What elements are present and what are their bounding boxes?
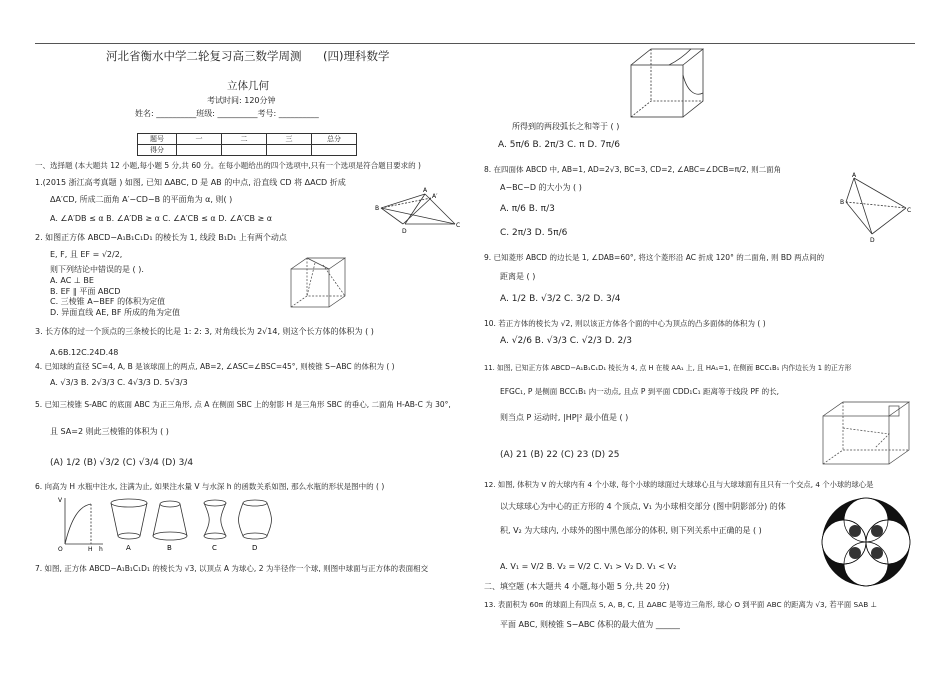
- q3-stem: 3. 长方体的过一个顶点的三条棱长的比是 1: 2: 3, 对角线长为 2√14, 则这个长方体的体积为 ( ): [35, 327, 374, 336]
- q6-axis-v-label: V: [58, 497, 63, 504]
- q6-volume-depth-graph: [57, 494, 107, 552]
- q1-label-a: A: [423, 187, 428, 194]
- q2-option-c: C. 三棱锥 A−BEF 的体积为定值: [50, 297, 166, 306]
- q7-stem: 7. 如图, 正方体 ABCD−A₁B₁C₁D₁ 的棱长为 √3, 以顶点 A 为球心, 2 为半径作一个球, 则图中球面与正方体的表面相交: [35, 564, 429, 573]
- score-cell: [222, 145, 267, 156]
- q6-option-a-label: A: [126, 544, 131, 552]
- q8-stem-cont: A−BC−D 的大小为 ( ): [500, 183, 582, 192]
- q11-stem: 11. 如图, 已知正方体 ABCD−A₁B₁C₁D₁ 棱长为 4, 点 H 在棱 AA₁ 上, 且 HA₁=1, 在侧面 BCC₁B₁ 内作边长为 1 的正方形: [484, 364, 852, 372]
- q5-options: (A) 1/2 (B) √3/2 (C) √3/4 (D) 3/4: [50, 458, 194, 468]
- score-cell: [267, 145, 312, 156]
- q12-spheres-figure: [818, 496, 914, 588]
- q7-cube-sphere-figure: [625, 45, 710, 123]
- q8-label-b: B: [840, 199, 845, 206]
- exam-title: 河北省衡水中学二轮复习高三数学周测: [106, 49, 302, 63]
- q1-label-b: B: [375, 205, 380, 212]
- q1-options: A. ∠A′DB ≤ α B. ∠A′DB ≥ α C. ∠A′CB ≤ α D. ∠A′CB ≥ α: [50, 214, 273, 223]
- score-header-cell: 三: [267, 134, 312, 145]
- score-header-cell: 题号: [138, 134, 177, 145]
- q8-options-cd: C. 2π/3 D. 5π/6: [500, 228, 568, 238]
- q12-options: A. V₁ = V/2 B. V₂ = V/2 C. V₁ > V₂ D. V₁ < V₂: [500, 562, 677, 571]
- q2-option-d: D. 异面直线 AE, BF 所成的角为定值: [50, 308, 181, 317]
- q2-stem-cont: E, F, 且 EF = √2/2,: [50, 250, 123, 259]
- q6-axis-h-label: H: [88, 546, 93, 552]
- q4-stem: 4. 已知球的直径 SC=4, A, B 是该球面上的两点, AB=2, ∠ASC=∠BSC=45°, 则棱锥 S−ABC 的体积为 ( ): [35, 362, 395, 371]
- exam-title-tag: (四)理科数学: [323, 49, 390, 63]
- q9-stem-cont: 距离是 ( ): [500, 272, 536, 281]
- q6-option-c-label: C: [212, 544, 217, 552]
- student-info-line: 姓名: __________班级: __________考号: __________: [135, 109, 319, 118]
- q2-stem: 2. 如图正方体 ABCD−A₁B₁C₁D₁ 的棱长为 1, 线段 B₁D₁ 上有两个动点: [35, 233, 287, 242]
- score-row-label: 得分: [138, 145, 177, 156]
- q2-option-b: B. EF ∥ 平面 ABCD: [50, 287, 121, 296]
- q12-stem-cont: 以大球球心为中心的正方形的 4 个顶点, V₁ 为小球相交部分 (图中阴影部分) 的体: [500, 502, 786, 511]
- q6-axis-origin-label: O: [58, 546, 63, 552]
- q11-question: 则当点 P 运动时, |HP|² 最小值是 ( ): [500, 413, 629, 422]
- q6-option-b-label: B: [167, 544, 172, 552]
- q1-label-d: D: [402, 228, 407, 235]
- q11-options: (A) 21 (B) 22 (C) 23 (D) 25: [500, 450, 620, 460]
- top-rule: [35, 43, 915, 44]
- q1-stem: 1.(2015 浙江高考真题 ) 如图, 已知 ΔABC, D 是 AB 的中点, 沿直线 CD 将 ΔACD 折成: [35, 178, 346, 187]
- q7-options: A. 5π/6 B. 2π/3 C. π D. 7π/6: [498, 140, 620, 150]
- q7-stem-cont: 所得到的两段弧长之和等于 ( ): [512, 122, 620, 131]
- q4-options: A. √3/3 B. 2√3/3 C. 4√3/3 D. 5√3/3: [50, 378, 188, 387]
- q10-stem: 10. 若正方体的棱长为 √2, 则以该正方体各个面的中心为顶点的凸多面体的体积为 ( ): [484, 319, 766, 328]
- score-header-cell: 总分: [312, 134, 357, 145]
- q8-tetrahedron-figure: [840, 172, 915, 244]
- q1-folded-triangle-figure: [375, 186, 460, 246]
- q6-option-d-label: D: [252, 544, 258, 552]
- q2-option-a: A. AC ⊥ BE: [50, 276, 94, 285]
- q11-stem-cont: EFGC₁, P 是侧面 BCC₁B₁ 内一动点, 且点 P 到平面 CDD₁C₁ 距离等于线段 PF 的长,: [500, 387, 780, 396]
- q2-cube-figure: [285, 255, 355, 311]
- q8-label-d: D: [870, 237, 875, 244]
- q1-label-c: C: [456, 222, 460, 229]
- q3-options: A.6B.12C.24D.48: [50, 348, 119, 357]
- q1-stem-cont: ΔA′CD, 所成二面角 A′−CD−B 的平面角为 α, 则( ): [50, 195, 233, 204]
- q8-options-ab: A. π/6 B. π/3: [500, 204, 555, 214]
- q10-options: A. √2/6 B. √3/3 C. √2/3 D. 2/3: [500, 336, 632, 346]
- section-1-heading: 一、选择题 (本大题共 12 小题,每小题 5 分,共 60 分。在每小题给出的四个选项中,只有一个选项是符合题目要求的 ): [35, 161, 421, 170]
- q5-stem-cont: 且 SA=2 则此三棱锥的体积为 ( ): [50, 427, 169, 436]
- q5-stem: 5. 已知三棱锥 S-ABC 的底面 ABC 为正三角形, 点 A 在侧面 SBC 上的射影 H 是三角形 SBC 的垂心, 二面角 H-AB-C 为 30°,: [35, 400, 451, 409]
- q9-options: A. 1/2 B. √3/2 C. 3/2 D. 3/4: [500, 294, 621, 304]
- q6-axis-depth-label: h: [99, 546, 103, 552]
- q13-stem: 13. 表面积为 60π 的球面上有四点 S, A, B, C, 且 ΔABC 是等边三角形, 球心 O 到平面 ABC 的距离为 √3, 若平面 SAB ⊥: [484, 600, 877, 609]
- q12-stem: 12. 如图, 体积为 V 的大球内有 4 个小球, 每个小球的球面过大球球心且与大球球面有且只有一个交点, 4 个小球的球心是: [484, 480, 874, 489]
- q12-stem-cont-2: 积, V₂ 为大球内, 小球外的图中黑色部分的体积, 则下列关系中正确的是 ( ): [500, 526, 762, 535]
- q6-stem: 6. 向高为 H 水瓶中注水, 注满为止, 如果注水量 V 与水深 h 的函数关系如图, 那么水瓶的形状是图中的 ( ): [35, 482, 385, 491]
- score-table: [137, 133, 357, 156]
- score-cell: [177, 145, 222, 156]
- score-header-cell: 二: [222, 134, 267, 145]
- section-2-heading: 二、填空题 (本大题共 4 小题,每小题 5 分,共 20 分): [484, 582, 670, 591]
- q8-label-c: C: [907, 207, 912, 214]
- q1-label-a-prime: A′: [432, 193, 438, 200]
- exam-time: 考试时间: 120分钟: [207, 96, 276, 105]
- q6-bottle-options: [105, 496, 275, 554]
- q9-stem: 9. 已知菱形 ABCD 的边长是 1, ∠DAB=60°, 将这个菱形沿 AC 折成 120° 的二面角, 则 BD 两点间的: [484, 253, 825, 262]
- q2-question: 则下列结论中错误的是 ( ).: [50, 265, 144, 274]
- q8-stem: 8. 在四面体 ABCD 中, AB=1, AD=2√3, BC=3, CD=2, ∠ABC=∠DCB=π/2, 则二面角: [484, 165, 782, 174]
- score-header-cell: 一: [177, 134, 222, 145]
- q8-label-a: A: [852, 172, 857, 179]
- q11-cube-figure: [815, 398, 915, 468]
- score-cell: [312, 145, 357, 156]
- exam-subtitle: 立体几何: [227, 80, 269, 92]
- q13-stem-cont: 平面 ABC, 则棱锥 S−ABC 体积的最大值为 ______: [500, 620, 680, 629]
